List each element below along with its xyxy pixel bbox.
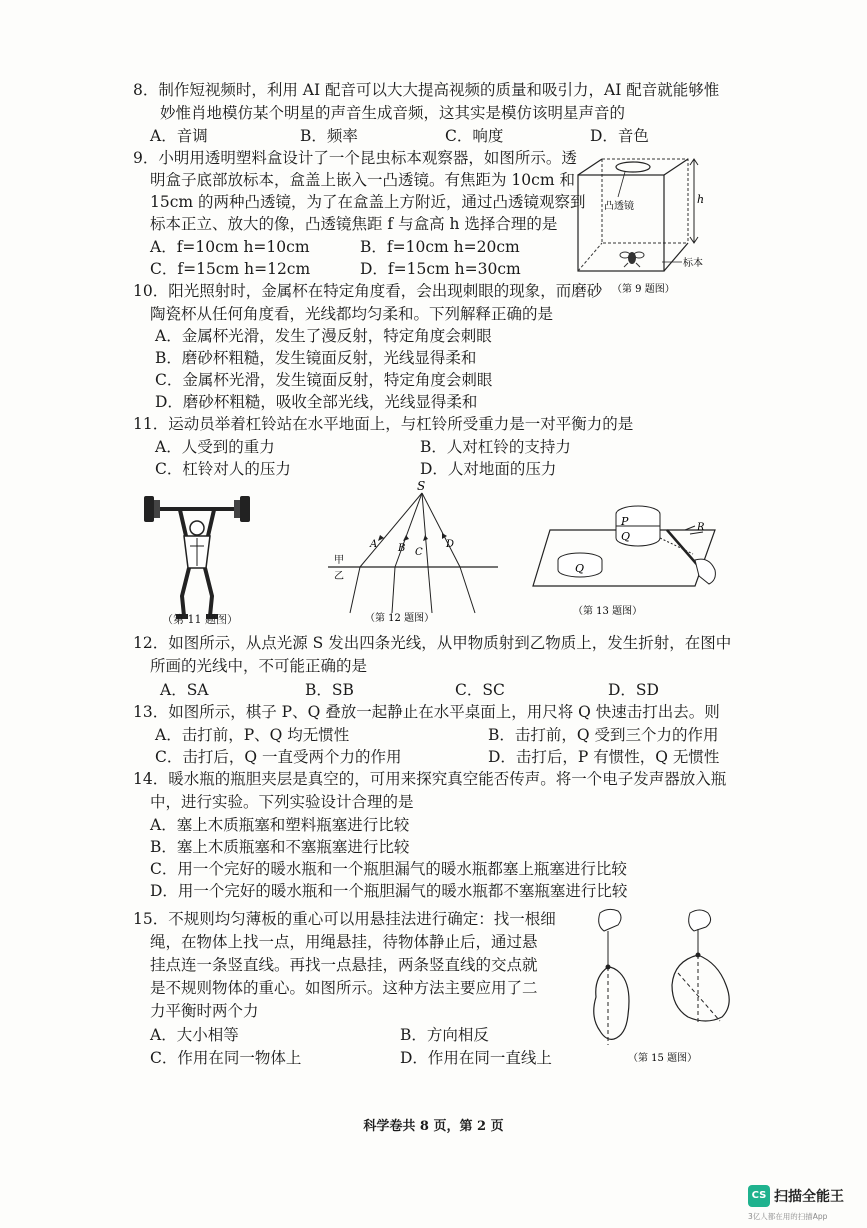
- q13-option-c: C．击打后，Q 一直受两个力的作用: [155, 748, 402, 766]
- refraction-figure: [320, 475, 500, 625]
- q8-option-d: D．音色: [590, 127, 649, 145]
- watermark-subtitle: 3亿人都在用的扫描App: [748, 1212, 828, 1221]
- q15-option-b: B．方向相反: [400, 1026, 489, 1044]
- hand-icon: [695, 559, 715, 584]
- q13-label-p: P: [621, 515, 629, 528]
- q12-option-a: A．SA: [160, 681, 209, 699]
- q10-option-c: C．金属杯光滑，发生镜面反射，特定角度会刺眼: [155, 371, 493, 389]
- q8-option-b: B．频率: [300, 127, 358, 145]
- q8-option-c: C．响度: [445, 127, 504, 145]
- camscanner-logo-icon: CS: [748, 1185, 770, 1207]
- q10-option-b: B．磨砂杯粗糙，发生镜面反射，光线显得柔和: [155, 349, 477, 367]
- q11-figure-caption: （第 11 题图）: [162, 613, 238, 626]
- q8-option-a: A．音调: [150, 127, 208, 145]
- q12-label-jia: 甲: [334, 555, 344, 566]
- q13-label-r: R: [697, 522, 705, 533]
- q13-figure-caption: （第 13 题图）: [573, 606, 643, 617]
- q15-option-c: C．作用在同一物体上: [150, 1049, 302, 1067]
- q11-option-b: B．人对杠铃的支持力: [420, 438, 571, 456]
- page-footer: 科学卷共 8 页，第 2 页: [363, 1119, 504, 1134]
- q10-line-1: 10．阳光照射时，金属杯在特定角度看，会出现刺眼的现象，而磨砂: [133, 282, 603, 300]
- q13-line-1: 13．如图所示，棋子 P、Q 叠放一起静止在水平桌面上，用尺将 Q 快速击打出去。则: [133, 703, 720, 721]
- q10-option-d: D．磨砂杯粗糙，吸收全部光线，光线显得柔和: [155, 393, 478, 411]
- q12-label-b: B: [398, 543, 406, 554]
- q12-source-label: S: [417, 479, 426, 493]
- q9-specimen-label: 标本: [683, 258, 703, 269]
- q15-line-5: 力平衡时两个力: [150, 1002, 259, 1020]
- q13-option-b: B．击打前，Q 受到三个力的作用: [488, 726, 719, 744]
- q12-label-d: D: [446, 539, 455, 550]
- q15-line-1: 15．不规则均匀薄板的重心可以用悬挂法进行确定：找一根细: [133, 910, 556, 928]
- q13-option-a: A．击打前，P、Q 均无惯性: [155, 726, 350, 744]
- q9-line-1: 9．小明用透明塑料盒设计了一个昆虫标本观察器，如图所示。透: [133, 149, 577, 167]
- q15-option-d: D．作用在同一直线上: [400, 1049, 552, 1067]
- q9-lens-label: 凸透镜: [604, 201, 634, 212]
- suspension-figure: [582, 905, 742, 1065]
- q9-figure-box: [570, 145, 720, 300]
- chess-pieces-figure: [525, 490, 735, 625]
- q11-option-a: A．人受到的重力: [155, 438, 275, 456]
- q9-option-a: A．f=10cm h=10cm: [150, 238, 310, 256]
- q14-option-b: B．塞上木质瓶塞和不塞瓶塞进行比较: [150, 838, 410, 856]
- q15-option-a: A．大小相等: [150, 1026, 239, 1044]
- q13-label-q-moved: Q: [575, 562, 585, 575]
- q9-figure-caption: （第 9 题图）: [612, 284, 675, 295]
- q9-option-b: B．f=10cm h=20cm: [360, 238, 520, 256]
- q10-option-a: A．金属杯光滑，发生了漫反射，特定角度会刺眼: [155, 327, 492, 345]
- q14-line-1: 14．暖水瓶的瓶胆夹层是真空的，可用来探究真空能否传声。将一个电子发声器放入瓶: [133, 770, 727, 788]
- q15-line-4: 是不规则物体的重心。如图所示。这种方法主要应用了二: [150, 979, 538, 997]
- q12-option-d: D．SD: [608, 681, 659, 699]
- q12-line-2: 所画的光线中，不可能正确的是: [150, 657, 368, 675]
- scanner-watermark: [748, 1183, 863, 1223]
- q14-option-a: A．塞上木质瓶塞和塑料瓶塞进行比较: [150, 816, 410, 834]
- q9-h-label: h: [697, 193, 705, 206]
- insect-specimen-icon: [620, 252, 644, 267]
- q12-line-1: 12．如图所示，从点光源 S 发出四条光线，从甲物质射到乙物质上，发生折射，在图中: [133, 634, 732, 652]
- q12-label-a: A: [370, 539, 378, 550]
- q14-option-c: C．用一个完好的暖水瓶和一个瓶胆漏气的暖水瓶都塞上瓶塞进行比较: [150, 860, 627, 878]
- q13-option-d: D．击打后，P 有惯性，Q 无惯性: [488, 748, 720, 766]
- q9-option-d: D．f=15cm h=30cm: [360, 260, 521, 278]
- watermark-name: 扫描全能王: [774, 1189, 844, 1205]
- q9-line-3: 15cm 的两种凸透镜，为了在盒盖上方附近，通过凸透镜观察到: [150, 193, 586, 211]
- q10-line-2: 陶瓷杯从任何角度看，光线都均匀柔和。下列解释正确的是: [150, 305, 554, 323]
- q12-figure-caption: （第 12 题图）: [365, 613, 435, 624]
- q12-option-b: B．SB: [305, 681, 354, 699]
- q12-option-c: C．SC: [455, 681, 505, 699]
- q9-line-2: 明盒子底部放标本，盒盖上嵌入一凸透镜。有焦距为 10cm 和: [150, 171, 575, 189]
- q12-label-c: C: [415, 547, 423, 558]
- q14-option-d: D．用一个完好的暖水瓶和一个瓶胆漏气的暖水瓶都不塞瓶塞进行比较: [150, 882, 628, 900]
- weightlifter-figure: [140, 488, 270, 628]
- q12-label-yi: 乙: [334, 571, 344, 582]
- q8-line-2: 妙惟肖地模仿某个明星的声音生成音频，这其实是模仿该明星声音的: [160, 104, 626, 122]
- q15-line-2: 绳，在物体上找一点，用绳悬挂，待物体静止后，通过悬: [150, 933, 538, 951]
- q14-line-2: 中，进行实验。下列实验设计合理的是: [150, 793, 414, 811]
- q11-line-1: 11．运动员举着杠铃站在水平地面上，与杠铃所受重力是一对平衡力的是: [133, 415, 634, 433]
- q11-option-d: D．人对地面的压力: [420, 460, 557, 478]
- q11-option-c: C．杠铃对人的压力: [155, 460, 291, 478]
- q15-figure-caption: （第 15 题图）: [628, 1053, 698, 1064]
- q8-line-1: 8．制作短视频时，利用 AI 配音可以大大提高视频的质量和吸引力，AI 配音就能够惟: [133, 81, 720, 99]
- q9-option-c: C．f=15cm h=12cm: [150, 260, 311, 278]
- q13-label-q: Q: [621, 530, 631, 543]
- q15-line-3: 挂点连一条竖直线。再找一点悬挂，两条竖直线的交点就: [150, 956, 538, 974]
- q9-line-4: 标本正立、放大的像，凸透镜焦距 f 与盒高 h 选择合理的是: [150, 215, 558, 233]
